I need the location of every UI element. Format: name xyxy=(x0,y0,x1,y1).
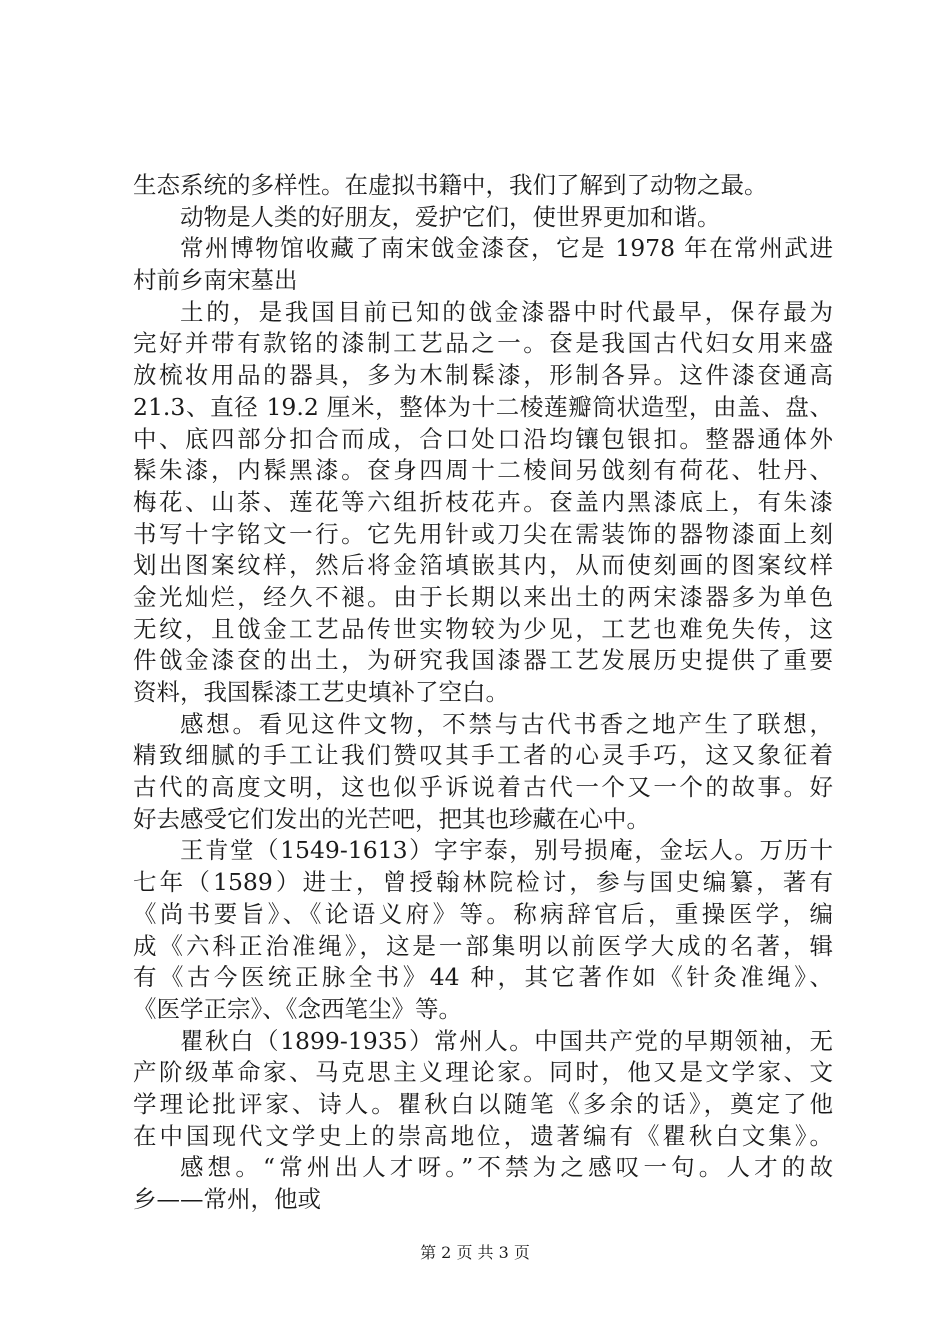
text-line: 村前乡南宋墓出 xyxy=(133,266,298,295)
text-line: 完好并带有款铭的漆制工艺品之一。奁是我国古代妇女用来盛 xyxy=(133,329,833,358)
text-line: 金光灿烂，经久不褪。由于长期以来出土的两宋漆器多为单色 xyxy=(133,582,833,611)
page-footer: 第 2 页 共 3 页 xyxy=(420,1243,530,1262)
text-line: 生态系统的多样性。在虚拟书籍中，我们了解到了动物之最。 xyxy=(133,171,768,199)
text-line: 《医学正宗》、《念西笔尘》等。 xyxy=(133,994,462,1023)
text-line: 土的，是我国目前已知的戗金漆器中时代最早，保存最为 xyxy=(180,297,833,326)
text-line: 髹朱漆，内髹黑漆。奁身四周十二棱间另戗刻有荷花、牡丹、 xyxy=(133,456,833,485)
text-line: 精致细腻的手工让我们赞叹其手工者的心灵手巧，这又象征着 xyxy=(133,741,833,770)
text-line: 资料，我国髹漆工艺史填补了空白。 xyxy=(133,678,509,706)
text-line: 瞿秋白（1899-1935）常州人。中国共产党的早期领袖，无 xyxy=(180,1026,833,1055)
text-line: 成《六科正治准绳》，这是一部集明以前医学大成的名著，辑 xyxy=(133,931,833,960)
text-line: 乡——常州，他或 xyxy=(133,1185,321,1213)
text-line: 古代的高度文明，这也似乎诉说着古代一个又一个的故事。好 xyxy=(133,773,833,802)
text-line: 学理论批评家、诗人。瞿秋白以随笔《多余的话》，奠定了他 xyxy=(133,1089,833,1118)
text-line: 感想。“常州出人才呀。”不禁为之感叹一句。人才的故 xyxy=(180,1153,833,1182)
text-line: 划出图案纹样，然后将金箔填嵌其内，从而使刻画的图案纹样 xyxy=(133,551,833,580)
text-line: 常州博物馆收藏了南宋戗金漆奁，它是 1978 年在常州武进 xyxy=(180,234,833,263)
text-line: 件戗金漆奁的出土，为研究我国漆器工艺发展历史提供了重要 xyxy=(133,646,833,675)
text-line: 动物是人类的好朋友，爱护它们，使世界更加和谐。 xyxy=(180,202,721,231)
text-line: 《尚书要旨》、《论语义府》等。称病辞官后，重操医学，编 xyxy=(133,899,833,928)
text-line: 无纹，且戗金工艺品传世实物较为少见，工艺也难免失传，这 xyxy=(133,614,833,643)
text-line: 21.3、直径 19.2 厘米，整体为十二棱莲瓣筒状造型，由盖、盘、 xyxy=(133,392,833,421)
text-line: 在中国现代文学史上的崇高地位，遗著编有《瞿秋白文集》。 xyxy=(133,1121,833,1150)
text-line: 书写十字铭文一行。它先用针或刀尖在需装饰的器物漆面上刻 xyxy=(133,519,833,548)
text-line: 好去感受它们发出的光芒吧，把其也珍藏在心中。 xyxy=(133,804,650,833)
text-line: 中、底四部分扣合而成，合口处口沿均镶包银扣。整器通体外 xyxy=(133,424,833,453)
text-line: 七年（1589）进士，曾授翰林院检讨，参与国史编纂，著有 xyxy=(133,868,833,897)
text-line: 感想。看见这件文物，不禁与古代书香之地产生了联想， xyxy=(180,709,833,738)
text-line: 有《古今医统正脉全书》44 种，其它著作如《针灸准绳》、 xyxy=(133,963,833,992)
document-body xyxy=(133,170,833,1216)
text-line: 梅花、山茶、莲花等六组折枝花卉。奁盖内黑漆底上，有朱漆 xyxy=(133,487,833,516)
text-line: 放梳妆用品的器具，多为木制髹漆，形制各异。这件漆奁通高 xyxy=(133,361,833,390)
text-line: 产阶级革命家、马克思主义理论家。同时，他又是文学家、文 xyxy=(133,1058,833,1087)
text-line: 王肯堂（1549-1613）字宇泰，别号损庵，金坛人。万历十 xyxy=(180,836,833,865)
